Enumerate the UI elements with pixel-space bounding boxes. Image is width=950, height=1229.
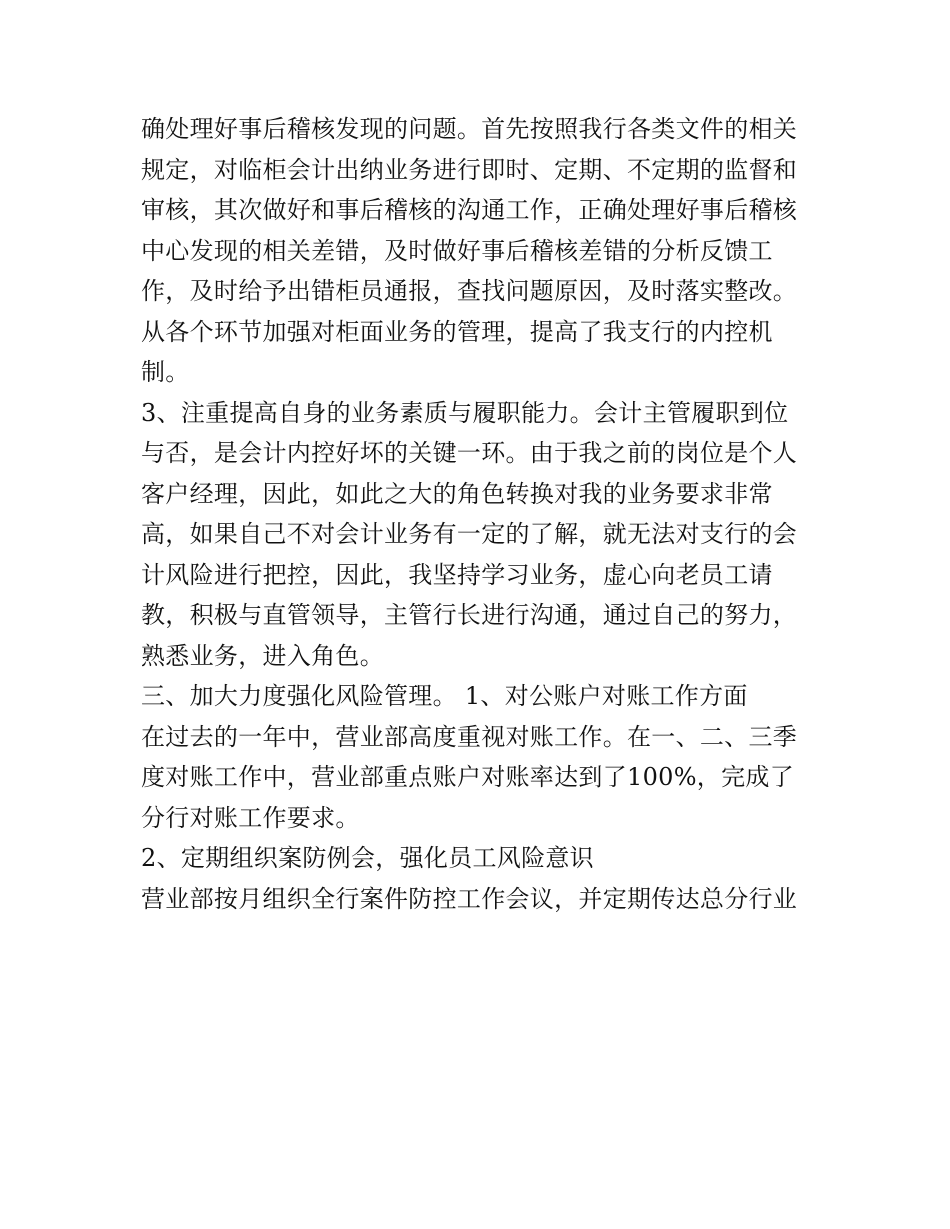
text-line: 度对账工作中，营业部重点账户对账率达到了100%，完成了: [141, 763, 795, 791]
text-line: 熟悉业务，进入角色。: [141, 641, 384, 670]
text-line: 高，如果自己不对会计业务有一定的了解，就无法对支行的会: [141, 520, 798, 548]
text-line: 规定，对临柜会计出纳业务进行即时、定期、不定期的监督和: [141, 155, 798, 184]
text-line: 计风险进行把控，因此，我坚持学习业务，虚心向老员工请: [141, 560, 773, 589]
text-line: 在过去的一年中，营业部高度重视对账工作。在一、二、三季: [141, 722, 798, 751]
text-line: 与否，是会计内控好坏的关键一环。由于我之前的岗位是个人: [141, 439, 798, 467]
text-line: 从各个环节加强对柜面业务的管理，提高了我支行的内控机: [141, 317, 773, 346]
text-line: 审核，其次做好和事后稽核的沟通工作，正确处理好事后稽核: [141, 196, 798, 224]
text-line: 中心发现的相关差错，及时做好事后稽核差错的分析反馈工: [141, 236, 773, 265]
section-heading-line: 2、定期组织案防例会，强化员工风险意识: [141, 844, 594, 872]
text-line: 教，积极与直管领导，主管行长进行沟通，通过自己的努力，: [141, 601, 798, 629]
section-heading-line: 三、加大力度强化风险管理。 1、对公账户对账工作方面: [141, 682, 748, 710]
text-line: 分行对账工作要求。: [141, 803, 360, 832]
text-line: 确处理好事后稽核发现的问题。首先按照我行各类文件的相关: [141, 115, 798, 143]
text-line: 营业部按月组织全行案件防控工作会议，并定期传达总分行业: [141, 884, 798, 913]
document-body: [141, 109, 821, 919]
text-line: 制。: [141, 358, 190, 386]
text-line: 作，及时给予出错柜员通报，查找问题原因，及时落实整改。: [141, 277, 798, 305]
section-heading-line: 3、注重提高自身的业务素质与履职能力。会计主管履职到位: [141, 398, 789, 427]
text-line: 客户经理，因此，如此之大的角色转换对我的业务要求非常: [141, 479, 773, 508]
